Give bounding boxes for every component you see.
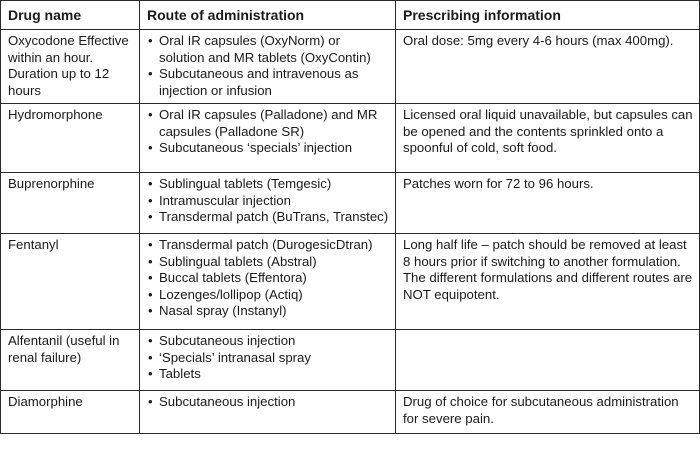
route-item: • Oral IR capsules (Palladone) and MR capsules (Palladone SR) [147, 107, 389, 140]
route-list [147, 176, 389, 226]
header-route-of-administration: Route of administration [140, 1, 396, 30]
route-item: • Subcutaneous ‘specials’ injection [147, 140, 389, 157]
route-item: • Intramuscular injection [147, 193, 389, 210]
table-row [1, 234, 700, 330]
route-list [147, 237, 389, 320]
drug-name-cell: Hydromorphone [1, 104, 140, 173]
route-item: • Buccal tablets (Effentora) [147, 270, 389, 287]
route-item: • Oral IR capsules (OxyNorm) or solution and MR tablets (OxyContin) [147, 33, 389, 66]
table-row [1, 330, 700, 391]
route-item: • Transdermal patch (BuTrans, Transtec) [147, 209, 389, 226]
table-header-row [1, 1, 700, 30]
header-drug-name: Drug name [1, 1, 140, 30]
drug-name-cell: Oxycodone Effective within an hour. Duration up to 12 hours [1, 30, 140, 104]
table-row [1, 391, 700, 434]
prescribing-info-text: Drug of choice for subcutaneous administration for severe pain. [403, 394, 679, 426]
route-item: • Subcutaneous injection [147, 333, 389, 350]
prescribing-info-cell [396, 391, 700, 434]
prescribing-info-cell [396, 234, 700, 330]
route-cell [140, 330, 396, 391]
route-cell [140, 173, 396, 234]
route-list [147, 333, 389, 383]
prescribing-info-cell [396, 104, 700, 173]
prescribing-info-text: Oral dose: 5mg every 4-6 hours (max 400mg). [403, 33, 674, 48]
route-item: • Sublingual tablets (Abstral) [147, 254, 389, 271]
route-item: • Transdermal patch (DurogesicDtran) [147, 237, 389, 254]
route-item: • Tablets [147, 366, 389, 383]
prescribing-info-cell [396, 30, 700, 104]
prescribing-info-text: The different formulations and different routes are NOT equipotent. [403, 270, 693, 302]
table-body [1, 30, 700, 434]
route-item: • Sublingual tablets (Temgesic) [147, 176, 389, 193]
table-row [1, 104, 700, 173]
header-prescribing-information: Prescribing information [396, 1, 700, 30]
route-cell [140, 391, 396, 434]
prescribing-info-cell [396, 330, 700, 391]
route-list [147, 107, 389, 157]
route-cell [140, 104, 396, 173]
route-item: • Subcutaneous injection [147, 394, 389, 411]
route-item: • Nasal spray (Instanyl) [147, 303, 389, 320]
route-item: • Subcutaneous and intravenous as injection or infusion [147, 66, 389, 99]
route-item: • ‘Specials’ intranasal spray [147, 350, 389, 367]
route-cell [140, 30, 396, 104]
route-item: • Lozenges/lollipop (Actiq) [147, 287, 389, 304]
prescribing-info-text: Licensed oral liquid unavailable, but capsules can be opened and the contents sprinkled onto a spoonful of cold, soft food. [403, 107, 693, 155]
route-list [147, 394, 389, 411]
route-cell [140, 234, 396, 330]
drug-name-cell: Alfentanil (useful in renal failure) [1, 330, 140, 391]
prescribing-info-cell [396, 173, 700, 234]
table-row [1, 30, 700, 104]
prescribing-info-text: Long half life – patch should be removed at least 8 hours prior if switching to another formulation. [403, 237, 687, 269]
drug-name-cell: Diamorphine [1, 391, 140, 434]
table-row [1, 173, 700, 234]
drug-name-cell: Buprenorphine [1, 173, 140, 234]
drug-name-cell: Fentanyl [1, 234, 140, 330]
route-list [147, 33, 389, 99]
prescribing-info-text: Patches worn for 72 to 96 hours. [403, 176, 594, 191]
